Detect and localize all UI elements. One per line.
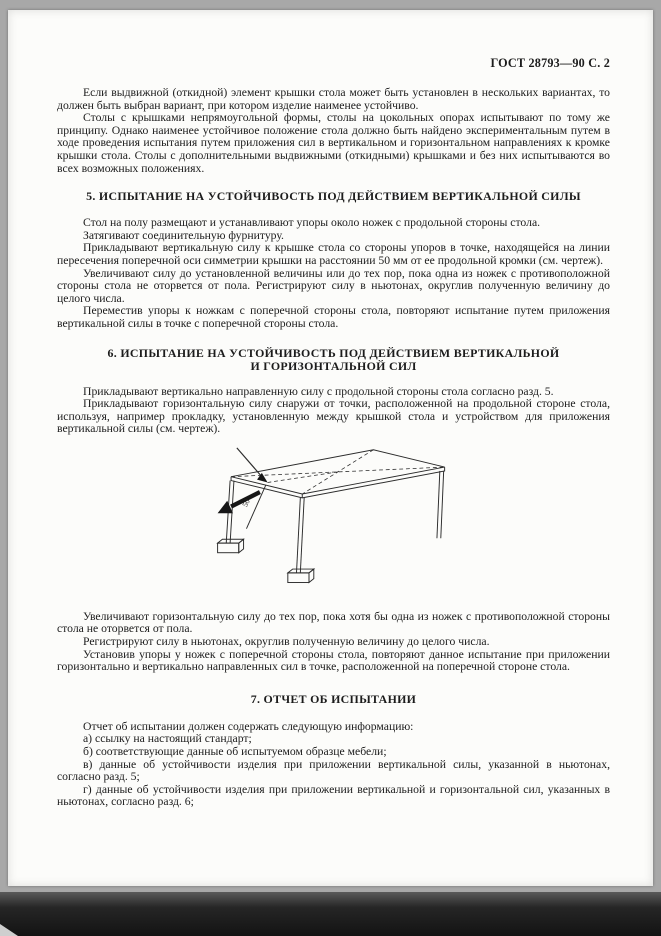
front-leg xyxy=(300,498,304,573)
section-7-intro: Отчет об испытании должен содержать следующую информацию: xyxy=(83,719,414,733)
report-list-item: б) соответствующие данные об испытуемом образце мебели; xyxy=(83,745,387,759)
report-list-item: а) ссылку на настоящий стандарт; xyxy=(83,732,252,746)
right-leg xyxy=(436,471,439,538)
report-list-item: в) данные об устойчивости изделия при приложении вертикальной силы, указанной в ньютонах, согласно разд. 5; xyxy=(57,757,610,784)
front-leg xyxy=(296,498,300,573)
stop-block xyxy=(287,573,308,583)
section-5-paragraph: Увеличивают силу до установленной величины или до тех пор, пока одна из ножек с противоположной стороны стола не оторвется от пола. Регистрируют силу в ньютонах, округлив полученную величину до целого числа. xyxy=(57,266,610,305)
section-5-paragraph: Затягивают соединительную фурнитуру. xyxy=(83,228,284,242)
document-page xyxy=(8,10,653,886)
force-point-dashed-line xyxy=(267,472,337,483)
scan-bottom-dark-bar xyxy=(0,892,661,936)
intro-paragraph: Столы с крышками непрямоугольной формы, столы на цокольных опорах испытывают по тому же принципу. Однако наименее устойчивое положение стола должно быть найдено экспериментальным путем в ходе проведения испытания путем приложения сил в вертикальном и горизонтальном направлениях к кромке крышки стола. Столы с дополнительными выдвижными (откидными) крышками и без них испытываются во всех возможных положениях. xyxy=(57,111,610,175)
standard-number-header: ГОСТ 28793—90 С. 2 xyxy=(490,56,610,70)
section-6-paragraph: Прикладывают вертикально направленную силу с продольной стороны стола согласно разд. 5. xyxy=(83,384,554,398)
vertical-force-arrowhead xyxy=(257,473,268,483)
section-5-title: 5. ИСПЫТАНИЕ НА УСТОЙЧИВОСТЬ ПОД ДЕЙСТВИЕМ ВЕРТИКАЛЬНОЙ СИЛЫ xyxy=(86,189,581,204)
section-5-paragraph: Переместив упоры к ножкам с поперечной стороны стола, повторяют испытание путем приложения вертикальной силы в точке с поперечной стороны стола. xyxy=(57,304,610,330)
section-6-paragraph: Увеличивают горизонтальную силу до тех пор, пока хотя бы одна из ножек с противоположной стороны стола не оторвется от пола. xyxy=(57,609,610,636)
stop-block-side xyxy=(238,539,243,552)
right-leg xyxy=(440,471,443,538)
section-6-paragraph: Регистрируют силу в ньютонах, округлив полученную величину до целого числа. xyxy=(83,635,490,649)
section-5-paragraph: Прикладывают вертикальную силу к крышке стола со стороны упоров в точке, находящейся на линии пересечения поперечной оси симметрии крышки на расстоянии 50 мм от ее продольной кромки (см. чертеж). xyxy=(57,241,610,267)
horizontal-force-arrowhead xyxy=(217,501,232,514)
section-6-title-line1: 6. ИСПЫТАНИЕ НА УСТОЙЧИВОСТЬ ПОД ДЕЙСТВИЕМ ВЕРТИКАЛЬНОЙ xyxy=(107,345,560,360)
section-6-paragraph: Установив упоры у ножек с поперечной стороны стола, повторяют данное испытание при приложении горизонтально и вертикально направленных сил в точке, расположенной на поперечной стороне стола. xyxy=(57,647,610,674)
section-6-title xyxy=(57,347,610,374)
section-5-paragraph: Стол на полу размещают и устанавливают упоры около ножек с продольной стороны стола. xyxy=(83,216,541,230)
section-6-title-line2: И ГОРИЗОНТАЛЬНОЙ СИЛ xyxy=(250,359,417,373)
vertical-force-arrow xyxy=(236,448,261,477)
page-corner-curl xyxy=(0,924,18,936)
section-7-title: 7. ОТЧЕТ ОБ ИСПЫТАНИИ xyxy=(250,691,417,706)
stop-block-side xyxy=(308,569,313,582)
stop-block xyxy=(217,543,238,553)
intro-paragraph: Если выдвижной (откидной) элемент крышки стола может быть установлен в нескольких вариантах, то должен быть выбран вариант, при котором изделие наименее устойчиво. xyxy=(57,86,610,112)
report-list-item: г) данные об устойчивости изделия при приложении вертикальной и горизонтальной сил, указанных в ньютонах, согласно разд. 6; xyxy=(57,782,610,809)
dimension-label-50: 50 xyxy=(239,497,252,509)
figure-container xyxy=(57,444,610,601)
section-6-paragraph: Прикладывают горизонтальную силу снаружи от точки, расположенной на продольной стороне стола, используя, например прокладку, установленную между крышкой стола и устройством для приложения вертикальной силы (см. чертеж). xyxy=(57,397,610,436)
table-stability-test-drawing xyxy=(203,444,465,596)
